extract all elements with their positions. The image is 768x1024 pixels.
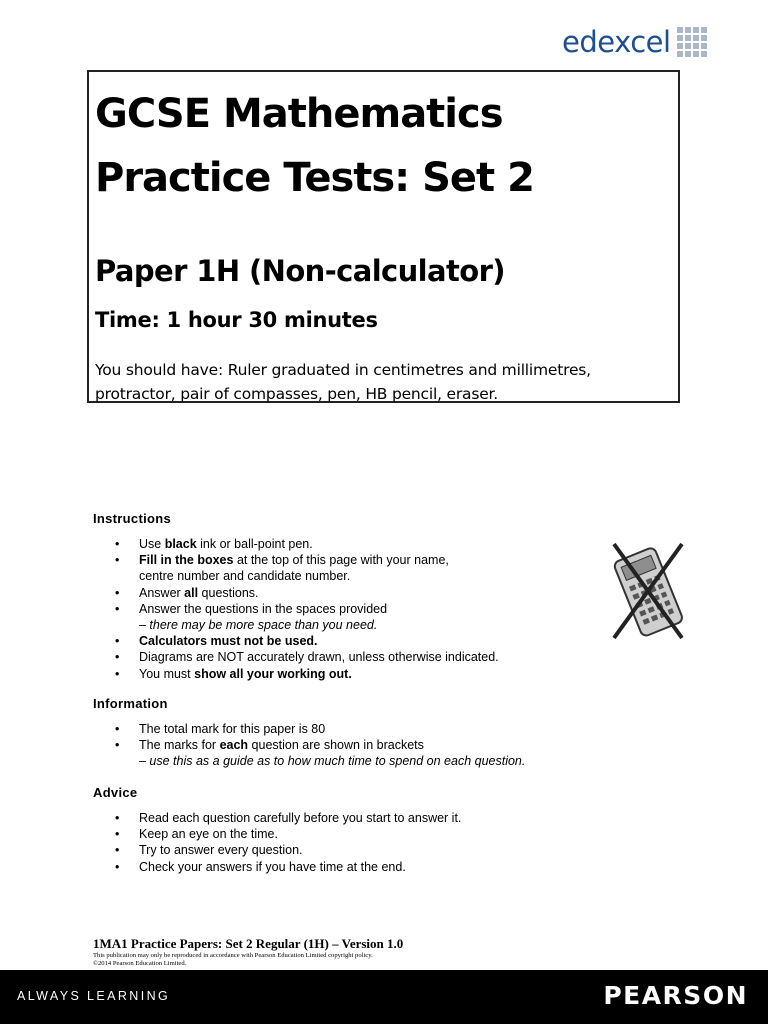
always-learning-text: ALWAYS LEARNING [17, 989, 171, 1003]
list-item: • Check your answers if you have time at the end. [115, 859, 461, 875]
list-item: • Fill in the boxes at the top of this page with your name, [115, 552, 499, 568]
list-item-continuation: – use this as a guide as to how much time to spend on each question. [139, 754, 526, 769]
bottom-bar [0, 970, 768, 1024]
copyright-line-2: ©2014 Pearson Education Limited. [93, 960, 187, 967]
title-line-1: GCSE Mathematics [95, 91, 503, 137]
title-line-2: Practice Tests: Set 2 [95, 155, 534, 201]
advice-list [115, 810, 461, 875]
list-item: • Diagrams are NOT accurately drawn, unless otherwise indicated. [115, 649, 499, 665]
copyright-line-1: This publication may only be reproduced in accordance with Pearson Education Limited copyright policy. [93, 952, 373, 959]
equipment-text: You should have: Ruler graduated in centimetres and millimetres, protractor, pair of compasses, pen, HB pencil, eraser. [95, 361, 591, 403]
list-item-continuation: – there may be more space than you need. [139, 618, 378, 633]
pearson-logo: PEARSON [603, 981, 748, 1010]
list-item: • Calculators must not be used. [115, 633, 499, 649]
list-item: • Read each question carefully before you start to answer it. [115, 810, 461, 826]
time-allowed: Time: 1 hour 30 minutes [95, 308, 378, 332]
brand-name: edexcel [562, 25, 671, 59]
crossed-out-calculator-icon [608, 540, 688, 647]
instructions-heading: Instructions [93, 511, 171, 526]
list-item: • You must show all your working out. [115, 666, 499, 682]
list-item: • The total mark for this paper is 80 [115, 721, 525, 737]
information-heading: Information [93, 696, 168, 711]
list-item: • Answer the questions in the spaces provided [115, 601, 499, 617]
main-title [95, 82, 534, 210]
edexcel-grid-icon [677, 27, 707, 57]
footer-copyright [93, 952, 373, 968]
list-item: • Answer all questions. [115, 585, 499, 601]
list-item-continuation: centre number and candidate number. [139, 569, 351, 584]
list-item: • Try to answer every question. [115, 842, 461, 858]
list-item: • The marks for each question are shown in brackets [115, 737, 525, 753]
information-list [115, 721, 525, 770]
list-item: • Use black ink or ball-point pen. [115, 536, 499, 552]
paper-title: Paper 1H (Non-calculator) [95, 254, 505, 288]
edexcel-logo [562, 22, 707, 62]
advice-heading: Advice [93, 785, 138, 800]
list-item: • Keep an eye on the time. [115, 826, 461, 842]
title-box [87, 70, 680, 403]
footer-title: 1MA1 Practice Papers: Set 2 Regular (1H) – Version 1.0 [93, 936, 404, 951]
instructions-list [115, 536, 499, 682]
